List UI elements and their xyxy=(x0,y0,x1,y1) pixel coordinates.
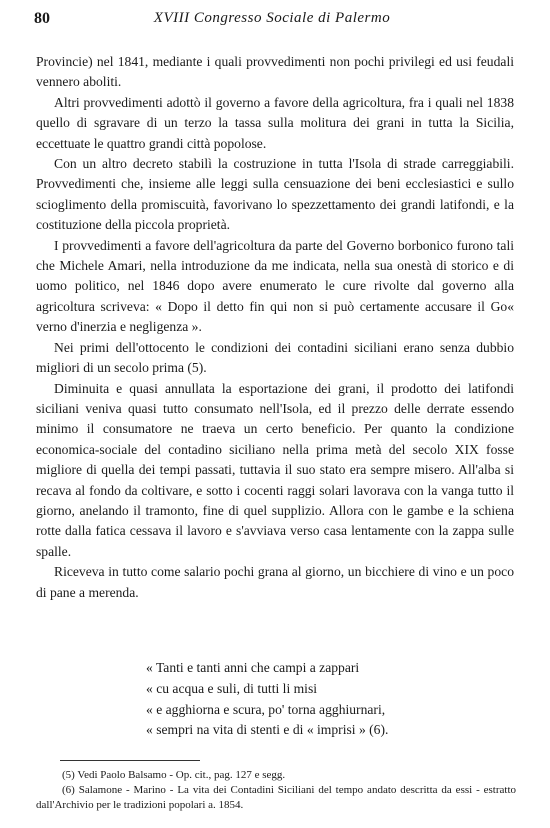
paragraph: I provvedimenti a favore dell'agricoltura da parte del Governo borbonico furono tali che Michele Amari, nella introduzione da me indicata, nella sua onestà di storico e di uomo politico, nel 1846 dopo avere enumerato le cure rivolte dal governo alla agricoltura scriveva: « Dopo il detto fin qui non si può certamente accusare il Go« verno d'inerzia e negligenza ». xyxy=(36,237,514,335)
paragraph: Diminuita e quasi annullata la esportazione dei grani, il prodotto dei latifondi siciliani veniva quasi tutto consumato nell'Isola, ed il prezzo delle derrate essendo minimo il consumatore ne traeva un certo beneficio. Per quanto la condizione economica-sociale del contadino siciliano nella prima metà del secolo XIX fosse migliore di quella dei tempi passati, tuttavia il suo stato era sempre misero. All'alba si recava al fondo da coltivare, e sotto i cocenti raggi solari lavorava con la vanga tutto il giorno, anelando il tramonto, fine di quel supplizio. Allora con le gambe e la schiena rotte dalla fatica cessava il lavoro e s'avviava verso casa lentamente con la zappa sulle spalle. xyxy=(36,380,514,559)
page-number: 80 xyxy=(34,10,50,27)
paragraph: Nei primi dell'ottocento le condizioni dei contadini siciliani erano senza dubbio migliori di un secolo prima (5). xyxy=(36,339,514,376)
verse-line: « e agghiorna e scura, po' torna agghiurnari, xyxy=(146,701,386,717)
paragraph: Riceveva in tutto come salario pochi grana al giorno, un bicchiere di vino e un poco di pane a merenda. xyxy=(36,564,514,600)
verse-line: « sempri na vita di stenti e di « imprisi » (6). xyxy=(146,722,389,738)
paragraph: Altri provvedimenti adottò il governo a favore della agricoltura, fra i quali nel 1838 quello di sgravare di un terzo la tassa sulla molitura dei grani in tutta la Sicilia, eccettuate le quattro grandi città popolose. xyxy=(36,94,514,151)
verse-line: « cu acqua e suli, di tutti li misi xyxy=(146,680,318,696)
footnote-divider xyxy=(60,760,200,761)
footnote: (5) Vedi Paolo Balsamo - Op. cit., pag. 127 e segg. xyxy=(62,769,286,781)
verse-line: « Tanti e tanti anni che campi a zappari xyxy=(146,660,360,675)
paragraph: Con un altro decreto stabilì la costruzione in tutta l'Isola di strade carreggiabili. Provvedimenti che, insieme alle leggi sulla censuazione dei beni ecclesiastici e sullo scioglimento della promiscuità, favorivano lo spezzettamento dei grandi latifondi, e la costituzione della piccola proprietà. xyxy=(36,156,514,233)
page-header xyxy=(34,10,510,32)
footnotes xyxy=(36,768,516,813)
body-text xyxy=(36,52,514,603)
footnote: (6) Salamone - Marino - La vita dei Contadini Siciliani del tempo andato descritta da essi - estratto dall'Archivio per le tradizioni popolari a. 1854. xyxy=(36,784,516,811)
running-title: XVIII Congresso Sociale di Palermo xyxy=(153,10,391,26)
quoted-verse xyxy=(146,658,486,741)
paragraph: Provincie) nel 1841, mediante i quali provvedimenti non pochi privilegi ed usi feudali vennero aboliti. xyxy=(36,54,514,90)
